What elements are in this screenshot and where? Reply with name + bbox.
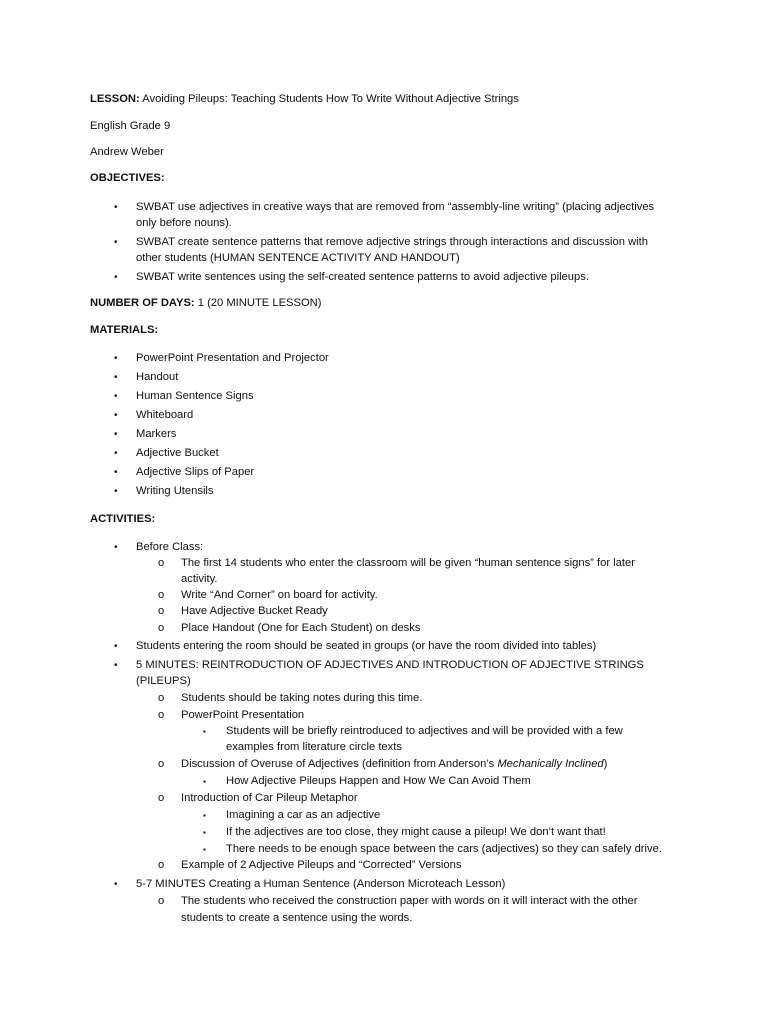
bullet-icon: • xyxy=(114,202,118,213)
activity-line: Introduction of Car Pileup Metaphor xyxy=(181,792,358,804)
bullet-icon: • xyxy=(114,272,118,283)
days-line xyxy=(90,297,321,309)
activity-line: Before Class: xyxy=(136,541,204,553)
material-item: Markers xyxy=(136,428,177,440)
objective-1-line-1: SWBAT use adjectives in creative ways that are removed from “assembly-line writing” (placing adjectives xyxy=(136,201,655,213)
activity-line: If the adjectives are too close, they might cause a pileup! We don’t want that! xyxy=(226,826,606,838)
sub-bullet-icon: o xyxy=(158,792,165,804)
activity-line: 5 MINUTES: REINTRODUCTION OF ADJECTIVES AND INTRODUCTION OF ADJECTIVE STRINGS xyxy=(136,659,644,671)
material-item: Handout xyxy=(136,371,179,383)
bullet-icon: • xyxy=(114,641,118,652)
lesson-label: LESSON: xyxy=(90,93,140,105)
lesson-line xyxy=(90,93,519,105)
activity-line: Students entering the room should be seated in groups (or have the room divided into tables) xyxy=(136,640,597,652)
activity-line: activity. xyxy=(181,573,218,585)
bullet-icon: • xyxy=(114,486,118,497)
book-title: Mechanically Inclined xyxy=(497,758,604,770)
square-bullet-icon: ▪ xyxy=(203,811,206,820)
activity-line xyxy=(181,758,607,770)
activity-line: Students should be taking notes during this time. xyxy=(181,692,423,704)
square-bullet-icon: ▪ xyxy=(203,828,206,837)
activities-heading: ACTIVITIES: xyxy=(90,513,156,525)
sub-bullet-icon: o xyxy=(158,758,165,770)
bullet-icon: • xyxy=(114,542,118,553)
square-bullet-icon: ▪ xyxy=(203,727,206,736)
activity-line: Place Handout (One for Each Student) on desks xyxy=(181,622,421,634)
course: English Grade 9 xyxy=(90,120,171,132)
bullet-icon: • xyxy=(114,237,118,248)
sub-bullet-icon: o xyxy=(158,692,165,704)
overuse-close: ) xyxy=(603,758,608,770)
material-item: Whiteboard xyxy=(136,409,194,421)
activity-line: (PILEUPS) xyxy=(136,675,191,687)
days-label: NUMBER OF DAYS: xyxy=(90,297,195,309)
materials-heading: MATERIALS: xyxy=(90,324,159,336)
sub-bullet-icon: o xyxy=(158,557,165,569)
objective-2-line-1: SWBAT create sentence patterns that remove adjective strings through interactions and discussion with xyxy=(136,236,648,248)
sub-bullet-icon: o xyxy=(158,589,165,601)
bullet-icon: • xyxy=(114,410,118,421)
square-bullet-icon: ▪ xyxy=(203,777,206,786)
activity-line: The students who received the construction paper with words on it will interact with the other xyxy=(181,895,638,907)
activity-line: PowerPoint Presentation xyxy=(181,709,305,721)
activity-line: How Adjective Pileups Happen and How We Can Avoid Them xyxy=(226,775,531,787)
activity-line: Write “And Corner” on board for activity. xyxy=(181,589,378,601)
sub-bullet-icon: o xyxy=(158,859,165,871)
lesson-title: Avoiding Pileups: Teaching Students How To Write Without Adjective Strings xyxy=(142,93,519,105)
author: Andrew Weber xyxy=(90,146,164,158)
bullet-icon: • xyxy=(114,448,118,459)
sub-bullet-icon: o xyxy=(158,622,165,634)
sub-bullet-icon: o xyxy=(158,895,165,907)
activity-line: Imagining a car as an adjective xyxy=(226,809,381,821)
objective-1-line-2: only before nouns). xyxy=(136,217,232,229)
overuse-text: Discussion of Overuse of Adjectives (definition from Anderson’s xyxy=(181,758,498,770)
material-item: PowerPoint Presentation and Projector xyxy=(136,352,329,364)
bullet-icon: • xyxy=(114,372,118,383)
activity-line: examples from literature circle texts xyxy=(226,741,402,753)
objective-2-line-2: other students (HUMAN SENTENCE ACTIVITY AND HANDOUT) xyxy=(136,252,460,264)
bullet-icon: • xyxy=(114,391,118,402)
bullet-icon: • xyxy=(114,879,118,890)
activity-line: students to create a sentence using the words. xyxy=(181,912,413,924)
material-item: Adjective Bucket xyxy=(136,447,219,459)
material-item: Writing Utensils xyxy=(136,485,214,497)
sub-bullet-icon: o xyxy=(158,605,165,617)
objective-3-line-1: SWBAT write sentences using the self-created sentence patterns to avoid adjective pileups. xyxy=(136,271,589,283)
objectives-heading: OBJECTIVES: xyxy=(90,172,165,184)
material-item: Human Sentence Signs xyxy=(136,390,254,402)
bullet-icon: • xyxy=(114,467,118,478)
activity-line: The first 14 students who enter the classroom will be given “human sentence signs” for later xyxy=(181,557,635,569)
activity-line: Example of 2 Adjective Pileups and “Corrected” Versions xyxy=(181,859,462,871)
sub-bullet-icon: o xyxy=(158,709,165,721)
activity-line: There needs to be enough space between the cars (adjectives) so they can safely drive. xyxy=(226,843,662,855)
activity-line: Students will be briefly reintroduced to adjectives and will be provided with a few xyxy=(226,725,623,737)
bullet-icon: • xyxy=(114,660,118,671)
bullet-icon: • xyxy=(114,353,118,364)
bullet-icon: • xyxy=(114,429,118,440)
square-bullet-icon: ▪ xyxy=(203,845,206,854)
activity-line: Have Adjective Bucket Ready xyxy=(181,605,328,617)
days-value: 1 (20 MINUTE LESSON) xyxy=(197,297,322,309)
activity-line: 5-7 MINUTES Creating a Human Sentence (Anderson Microteach Lesson) xyxy=(136,878,506,890)
material-item: Adjective Slips of Paper xyxy=(136,466,255,478)
